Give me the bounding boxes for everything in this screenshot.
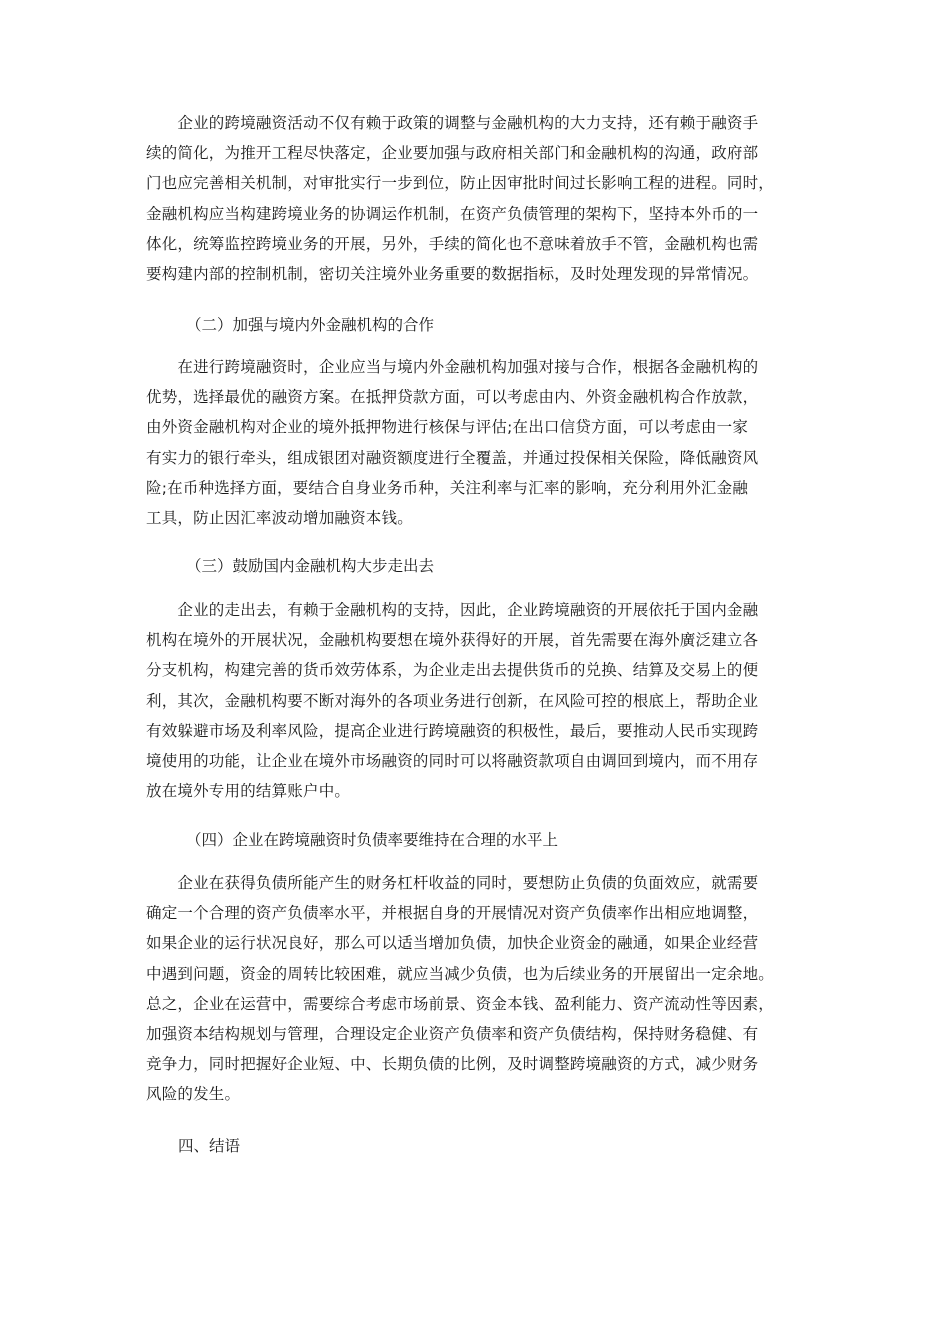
section-heading-4: （四）企业在跨境融资时负债率要维持在合理的水平上 [186,831,559,849]
paragraph-debt-ratio: 企业在获得负债所能产生的财务杠杆收益的同时，要想防止负债的负面效应，就需要 确定一个合理的资产负债率水平，并根据自身的开展情况对资产负债率作出相应地调整， 如果企业的运行状况良好，那么可以适当增加负债，加快企业资金的融通，如果企业经营 中遇到问题，资金的周转比较困难，就应当减少负债，也为后续业务的开展留出一定余地。 总之，企业在运营中，需要综合考虑市场前景、资金本钱、盈利能力、资产流动性等因素， 加强资本结构规划与管理，合理设定企业资产负债率和资产负债结构，保持财务稳健、有 竞争力，同时把握好企业短、中、长期负债的比例，及时调整跨境融资的方式，减少财务 风险的发生。 [146,874,775,1104]
section-heading-conclusion: 四、结语 [178,1137,241,1155]
paragraph-cooperation: 在进行跨境融资时，企业应当与境内外金融机构加强对接与合作，根据各金融机构的 优势，选择最优的融资方案。在抵押贷款方面，可以考虑由内、外资金融机构合作放款， 由外资金融机构对企业的境外抵押物进行核保与评估;在出口信贷方面，可以考虑由一家 有实力的银行牵头，组成银团对融资额度进行全覆盖，并通过投保相关保险，降低融资风 险;在币种选择方面，要结合自身业务币种，关注利率与汇率的影响，充分利用外汇金融 工具，防止因汇率波动增加融资本钱。 [146,358,759,528]
paragraph-simplified-procedures: 企业的跨境融资活动不仅有赖于政策的调整与金融机构的大力支持，还有赖于融资手 续的简化，为推开工程尽快落定，企业要加强与政府相关部门和金融机构的沟通，政府部 门也应完善相关机制，对审批实行一步到位，防止因审批时间过长影响工程的进程。同时， 金融机构应当构建跨境业务的协调运作机制，在资产负债管理的架构下，坚持本外币的一 体化，统筹监控跨境业务的开展，另外，手续的简化也不意味着放手不管，金融机构也需 要构建内部的控制机制，密切关注境外业务重要的数据指标，及时处理发现的异常情况。 [146,114,775,284]
section-heading-2: （二）加强与境内外金融机构的合作 [186,316,435,334]
paragraph-going-abroad: 企业的走出去，有赖于金融机构的支持，因此，企业跨境融资的开展依托于国内金融 机构在境外的开展状况，金融机构要想在境外获得好的开展，首先需要在海外廣泛建立各 分支机构，构建完善的货币效劳体系，为企业走出去提供货币的兑换、结算及交易上的便 利，其次，金融机构要不断对海外的各项业务进行创新，在风险可控的根底上，帮助企业 有效躲避市场及利率风险，提高企业进行跨境融资的积极性，最后，要推动人民币实现跨 境使用的功能，让企业在境外市场融资的同时可以将融资款项自由调回到境内，而不用存 放在境外专用的结算账户中。 [146,601,759,801]
section-heading-3: （三）鼓励国内金融机构大步走出去 [186,557,435,575]
